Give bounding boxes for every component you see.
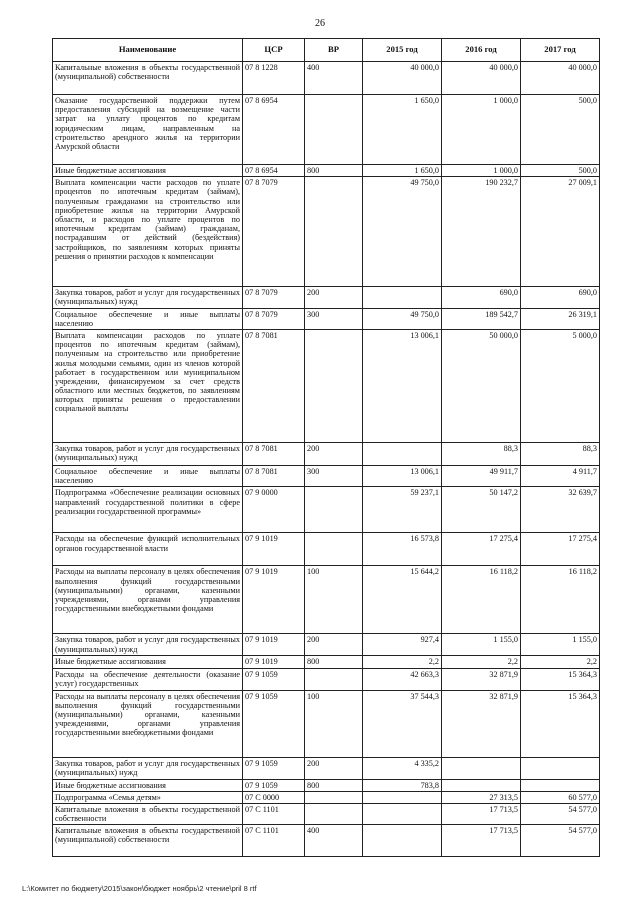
row-2016: 16 118,2 xyxy=(442,566,521,634)
table-row xyxy=(53,791,600,803)
row-2016: 50 000,0 xyxy=(442,329,521,442)
row-2016 xyxy=(442,779,521,791)
row-2017: 500,0 xyxy=(521,95,600,165)
row-csr: 07 С 0000 xyxy=(243,791,305,803)
row-2016: 690,0 xyxy=(442,287,521,308)
row-2016: 190 232,7 xyxy=(442,177,521,287)
budget-table xyxy=(52,38,600,857)
row-2015: 927,4 xyxy=(363,634,442,656)
row-name: Расходы на выплаты персоналу в целях обеспечения выполнения функций государственными (муниципальными) органами, казенными учреждениями, органами управления государственными внебюджетными фондами xyxy=(53,690,243,757)
table-row xyxy=(53,825,600,857)
row-2015: 40 000,0 xyxy=(363,62,442,95)
row-2017: 32 639,7 xyxy=(521,487,600,533)
row-2015 xyxy=(363,287,442,308)
row-2015: 783,8 xyxy=(363,779,442,791)
row-name: Капитальные вложения в объекты государственной собственности xyxy=(53,803,243,824)
row-2017: 27 009,1 xyxy=(521,177,600,287)
header-name: Наименование xyxy=(53,39,243,62)
table-row xyxy=(53,95,600,165)
row-csr: 07 8 7081 xyxy=(243,442,305,465)
row-2015 xyxy=(363,825,442,857)
row-2017: 54 577,0 xyxy=(521,803,600,824)
row-csr: 07 8 7081 xyxy=(243,329,305,442)
row-vr: 800 xyxy=(305,656,363,668)
row-name: Подпрограмма «Семья детям» xyxy=(53,791,243,803)
page-number: 26 xyxy=(315,18,325,29)
row-2015: 2,2 xyxy=(363,656,442,668)
row-2016: 50 147,2 xyxy=(442,487,521,533)
table-row xyxy=(53,165,600,177)
row-2015: 42 663,3 xyxy=(363,668,442,690)
row-csr: 07 8 7079 xyxy=(243,177,305,287)
row-vr: 200 xyxy=(305,634,363,656)
row-2015: 1 650,0 xyxy=(363,165,442,177)
row-vr xyxy=(305,177,363,287)
row-name: Капитальные вложения в объекты государственной (муниципальной) собственности xyxy=(53,825,243,857)
row-name: Капитальные вложения в объекты государственной (муниципальной) собственности xyxy=(53,62,243,95)
row-vr: 200 xyxy=(305,287,363,308)
row-2017: 1 155,0 xyxy=(521,634,600,656)
row-2016: 1 155,0 xyxy=(442,634,521,656)
row-vr: 100 xyxy=(305,566,363,634)
row-2016: 17 713,5 xyxy=(442,803,521,824)
row-2016: 40 000,0 xyxy=(442,62,521,95)
table-row xyxy=(53,442,600,465)
row-csr: 07 8 1228 xyxy=(243,62,305,95)
row-2016 xyxy=(442,757,521,779)
row-2016: 1 000,0 xyxy=(442,165,521,177)
row-2015 xyxy=(363,442,442,465)
row-csr: 07 9 1019 xyxy=(243,533,305,566)
row-2015: 16 573,8 xyxy=(363,533,442,566)
row-vr: 300 xyxy=(305,465,363,486)
row-csr: 07 9 1059 xyxy=(243,668,305,690)
row-2016: 27 313,5 xyxy=(442,791,521,803)
row-2015: 15 644,2 xyxy=(363,566,442,634)
row-2015: 1 650,0 xyxy=(363,95,442,165)
table-row xyxy=(53,668,600,690)
row-2016: 49 911,7 xyxy=(442,465,521,486)
row-2016: 2,2 xyxy=(442,656,521,668)
table-row xyxy=(53,465,600,486)
row-vr xyxy=(305,487,363,533)
row-name: Подпрограмма «Обеспечение реализации основных направлений государственной политики в сфере реализации государственной программы» xyxy=(53,487,243,533)
row-vr: 100 xyxy=(305,690,363,757)
row-name: Закупка товаров, работ и услуг для государственных (муниципальных) нужд xyxy=(53,442,243,465)
row-vr xyxy=(305,803,363,824)
row-vr: 800 xyxy=(305,165,363,177)
row-2017: 500,0 xyxy=(521,165,600,177)
row-2017: 17 275,4 xyxy=(521,533,600,566)
file-path-footer: L:\Комитет по бюджету\2015\закон\бюджет ноябрь\2 чтение\pril 8 rtf xyxy=(22,884,257,893)
row-csr: 07 8 6954 xyxy=(243,95,305,165)
table-row xyxy=(53,287,600,308)
row-2015: 13 006,1 xyxy=(363,329,442,442)
row-2017: 5 000,0 xyxy=(521,329,600,442)
row-vr: 300 xyxy=(305,308,363,329)
table-row xyxy=(53,487,600,533)
row-name: Закупка товаров, работ и услуг для государственных (муниципальных) нужд xyxy=(53,287,243,308)
row-csr: 07 9 1019 xyxy=(243,634,305,656)
row-2015: 49 750,0 xyxy=(363,308,442,329)
table-row xyxy=(53,62,600,95)
table-row xyxy=(53,757,600,779)
row-csr: 07 8 7079 xyxy=(243,287,305,308)
row-2015: 37 544,3 xyxy=(363,690,442,757)
row-2017: 2,2 xyxy=(521,656,600,668)
row-name: Закупка товаров, работ и услуг для государственных (муниципальных) нужд xyxy=(53,634,243,656)
table-row xyxy=(53,656,600,668)
row-csr: 07 9 1059 xyxy=(243,757,305,779)
row-2016: 88,3 xyxy=(442,442,521,465)
row-2015: 59 237,1 xyxy=(363,487,442,533)
header-2017: 2017 год xyxy=(521,39,600,62)
table-row xyxy=(53,533,600,566)
row-csr: 07 9 1059 xyxy=(243,690,305,757)
row-name: Оказание государственной поддержки путем предоставления субсидий на возмещение части затрат на уплату процентов по кредитам юридическим лицам, направленным на строительство арендного жилья на территории Амурской области xyxy=(53,95,243,165)
row-2016: 1 000,0 xyxy=(442,95,521,165)
row-2015 xyxy=(363,803,442,824)
row-vr xyxy=(305,791,363,803)
row-csr: 07 8 7079 xyxy=(243,308,305,329)
row-2016: 32 871,9 xyxy=(442,668,521,690)
row-csr: 07 С 1101 xyxy=(243,803,305,824)
row-2015: 4 335,2 xyxy=(363,757,442,779)
row-name: Расходы на обеспечение деятельности (оказание услуг) государственных xyxy=(53,668,243,690)
row-2017 xyxy=(521,779,600,791)
row-2017: 54 577,0 xyxy=(521,825,600,857)
table-row xyxy=(53,329,600,442)
row-2017: 16 118,2 xyxy=(521,566,600,634)
row-name: Социальное обеспечение и иные выплаты населению xyxy=(53,465,243,486)
row-csr: 07 9 1019 xyxy=(243,566,305,634)
row-csr: 07 9 1019 xyxy=(243,656,305,668)
row-vr xyxy=(305,668,363,690)
table-row xyxy=(53,779,600,791)
row-name: Социальное обеспечение и иные выплаты населению xyxy=(53,308,243,329)
table-row xyxy=(53,803,600,824)
row-vr: 400 xyxy=(305,62,363,95)
header-2015: 2015 год xyxy=(363,39,442,62)
row-2016: 32 871,9 xyxy=(442,690,521,757)
row-csr: 07 9 0000 xyxy=(243,487,305,533)
row-2016: 17 713,5 xyxy=(442,825,521,857)
row-vr xyxy=(305,329,363,442)
row-name: Иные бюджетные ассигнования xyxy=(53,656,243,668)
row-csr: 07 9 1059 xyxy=(243,779,305,791)
row-name: Расходы на обеспечение функций исполнительных органов государственной власти xyxy=(53,533,243,566)
row-2017: 4 911,7 xyxy=(521,465,600,486)
row-csr: 07 С 1101 xyxy=(243,825,305,857)
table-row xyxy=(53,690,600,757)
table-row xyxy=(53,177,600,287)
row-2017: 15 364,3 xyxy=(521,690,600,757)
row-name: Иные бюджетные ассигнования xyxy=(53,165,243,177)
row-2015: 13 006,1 xyxy=(363,465,442,486)
row-2017: 690,0 xyxy=(521,287,600,308)
row-vr xyxy=(305,533,363,566)
table-row xyxy=(53,634,600,656)
header-2016: 2016 год xyxy=(442,39,521,62)
row-vr: 400 xyxy=(305,825,363,857)
row-csr: 07 8 7081 xyxy=(243,465,305,486)
table-row xyxy=(53,566,600,634)
row-name: Расходы на выплаты персоналу в целях обеспечения выполнения функций государственными (муниципальными) органами, казенными учреждениями, органами управления государственными внебюджетными фондами xyxy=(53,566,243,634)
row-2017: 40 000,0 xyxy=(521,62,600,95)
table-header-row xyxy=(53,39,600,62)
row-2015: 49 750,0 xyxy=(363,177,442,287)
row-2017 xyxy=(521,757,600,779)
row-name: Закупка товаров, работ и услуг для государственных (муниципальных) нужд xyxy=(53,757,243,779)
row-2017: 60 577,0 xyxy=(521,791,600,803)
row-2016: 17 275,4 xyxy=(442,533,521,566)
header-csr: ЦСР xyxy=(243,39,305,62)
row-name: Иные бюджетные ассигнования xyxy=(53,779,243,791)
row-vr: 200 xyxy=(305,442,363,465)
row-2016: 189 542,7 xyxy=(442,308,521,329)
row-name: Выплата компенсации расходов по уплате процентов по ипотечным кредитам (займам), полученным на строительство или приобретение жилья молодыми семьями, один из членов которой работает в государственном или муниципальном учреждении, финансируемом за счет средств областного или местных бюджетов, по заявлениям которых приняты решения о предоставлении социальной выплаты xyxy=(53,329,243,442)
row-vr xyxy=(305,95,363,165)
row-2017: 88,3 xyxy=(521,442,600,465)
row-vr: 200 xyxy=(305,757,363,779)
row-2017: 15 364,3 xyxy=(521,668,600,690)
header-vr: ВР xyxy=(305,39,363,62)
row-csr: 07 8 6954 xyxy=(243,165,305,177)
row-vr: 800 xyxy=(305,779,363,791)
table-row xyxy=(53,308,600,329)
row-name: Выплата компенсации части расходов по уплате процентов по ипотечным кредитам (займам), полученным гражданами на строительство или приобретение жилья на территории Амурской области, и расходов по уплате процентов по ипотечным кредитам (займам) гражданам, пострадавшим от действий (бездействия) застройщиков, по заявлениям которых приняты решения о принятии расходов к компенсации xyxy=(53,177,243,287)
row-2015 xyxy=(363,791,442,803)
row-2017: 26 319,1 xyxy=(521,308,600,329)
